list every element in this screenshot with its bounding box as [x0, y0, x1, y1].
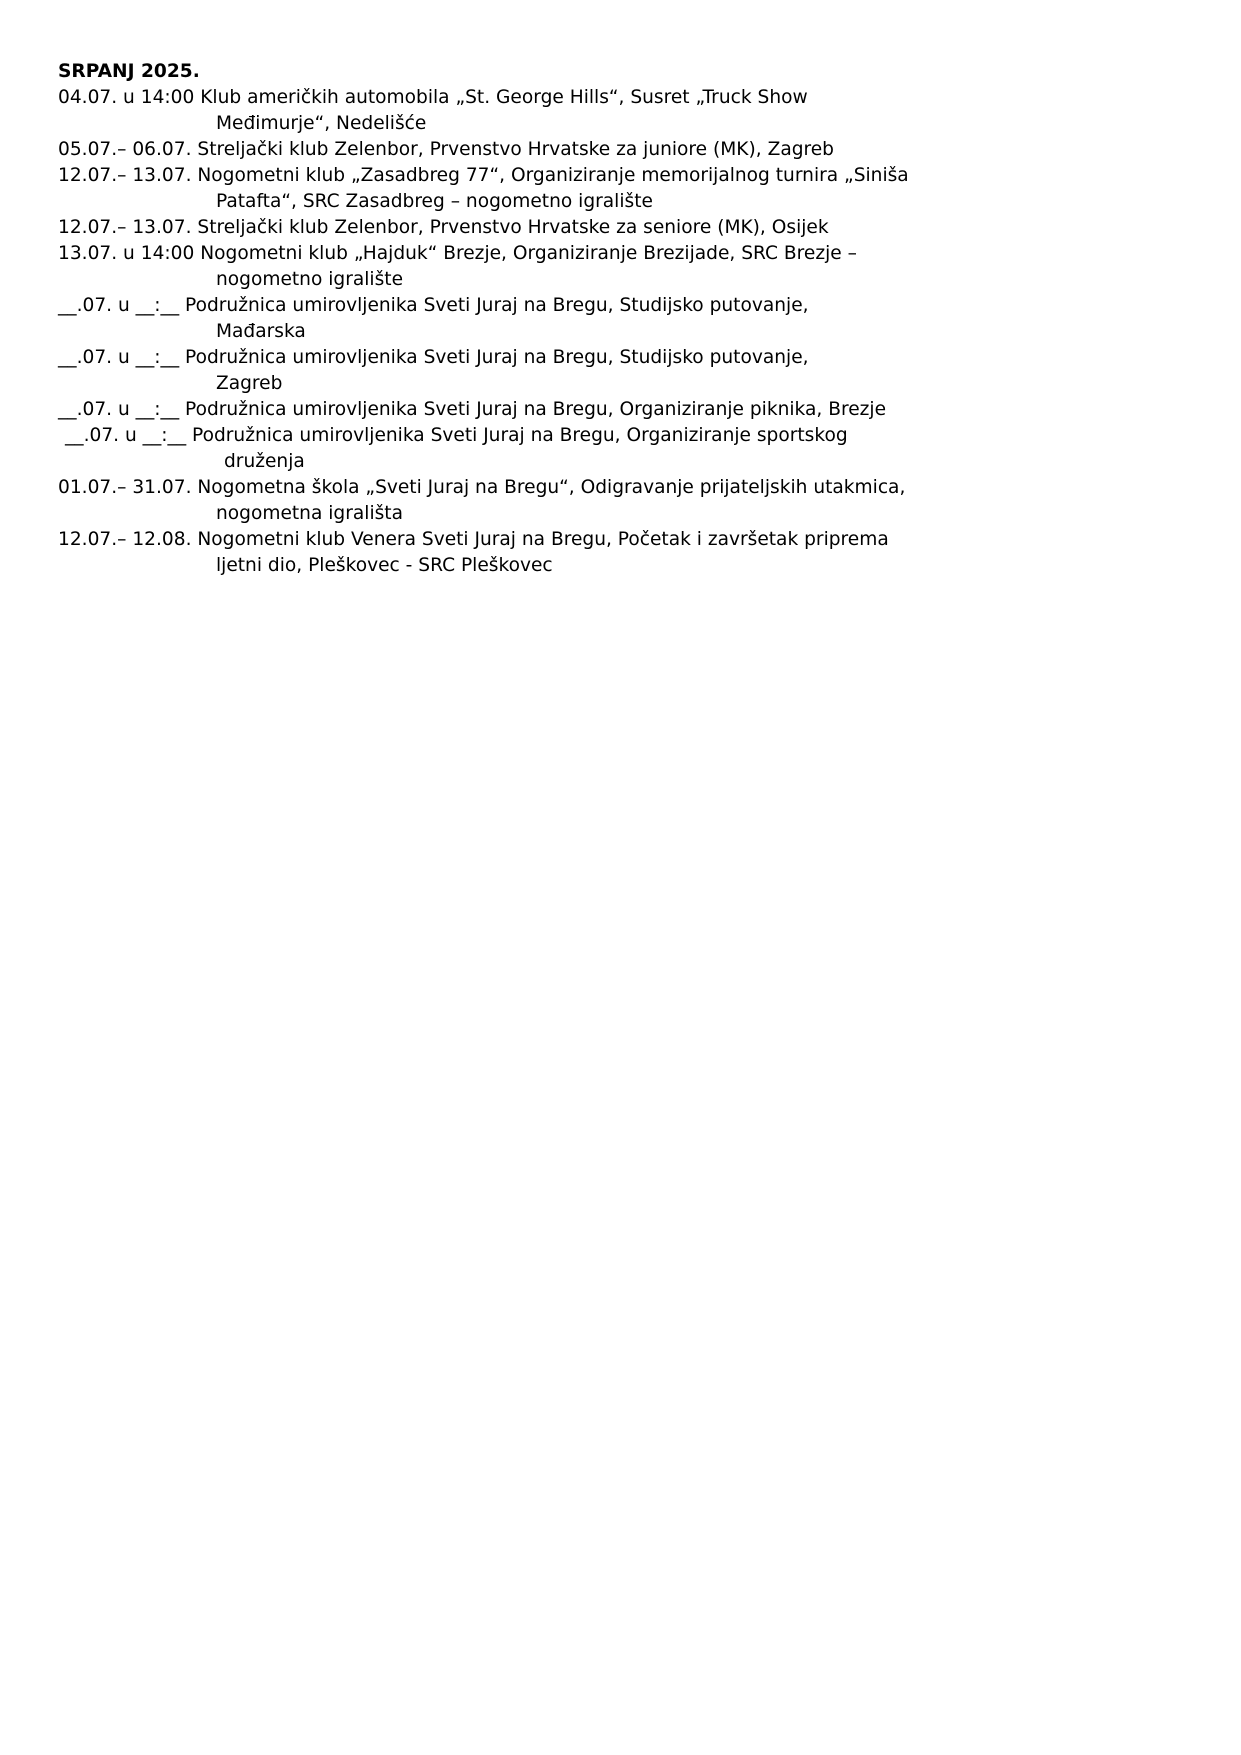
event-entry	[58, 423, 1178, 475]
event-entry	[58, 163, 1178, 215]
event-entry-continuation: Zagreb	[216, 373, 283, 394]
event-entry-line: 12.07.– 12.08. Nogometni klub Venera Sveti Juraj na Bregu, Početak i završetak priprema	[58, 529, 889, 550]
event-entry-line: __.07. u __:__ Podružnica umirovljenika Sveti Juraj na Bregu, Studijsko putovanje,	[58, 295, 809, 316]
event-entry-line: 13.07. u 14:00 Nogometni klub „Hajduk“ Brezje, Organiziranje Brezijade, SRC Brezje –	[58, 243, 857, 264]
event-entry	[58, 137, 1178, 163]
event-entry	[58, 345, 1178, 397]
event-entry-continuation: Mađarska	[216, 321, 306, 342]
event-entry-line: 05.07.– 06.07. Streljački klub Zelenbor, Prvenstvo Hrvatske za juniore (MK), Zagreb	[58, 139, 834, 160]
event-entry-line: __.07. u __:__ Podružnica umirovljenika Sveti Juraj na Bregu, Organiziranje sportskog	[65, 425, 848, 446]
event-entry-line: 12.07.– 13.07. Nogometni klub „Zasadbreg 77“, Organiziranje memorijalnog turnira „Siniša	[58, 165, 909, 186]
event-entry-line: __.07. u __:__ Podružnica umirovljenika Sveti Juraj na Bregu, Studijsko putovanje,	[58, 347, 809, 368]
event-entry-continuation: nogometna igrališta	[216, 503, 403, 524]
event-entry	[58, 527, 1178, 579]
event-entry	[58, 85, 1178, 137]
event-entry-continuation: Međimurje“, Nedelišće	[216, 113, 427, 134]
event-entry	[58, 241, 1178, 293]
event-entry	[58, 293, 1178, 345]
event-entry	[58, 215, 1178, 241]
event-entry-line: 04.07. u 14:00 Klub američkih automobila „St. George Hills“, Susret „Truck Show	[58, 87, 808, 108]
event-entry-line: 01.07.– 31.07. Nogometna škola „Sveti Juraj na Bregu“, Odigravanje prijateljskih utakmica,	[58, 477, 906, 498]
event-entry-continuation: Patafta“, SRC Zasadbreg – nogometno igralište	[216, 191, 653, 212]
event-entry-continuation: ljetni dio, Pleškovec - SRC Pleškovec	[216, 555, 553, 576]
event-entry-line: __.07. u __:__ Podružnica umirovljenika Sveti Juraj na Bregu, Organiziranje piknika, Brezje	[58, 399, 887, 420]
event-entry-line: 12.07.– 13.07. Streljački klub Zelenbor, Prvenstvo Hrvatske za seniore (MK), Osijek	[58, 217, 829, 238]
event-schedule	[58, 59, 1178, 579]
event-entry	[58, 397, 1178, 423]
event-entry	[58, 475, 1178, 527]
event-entry-continuation: nogometno igralište	[216, 269, 404, 290]
month-heading: SRPANJ 2025.	[58, 61, 200, 82]
event-entry-continuation: druženja	[224, 451, 305, 472]
